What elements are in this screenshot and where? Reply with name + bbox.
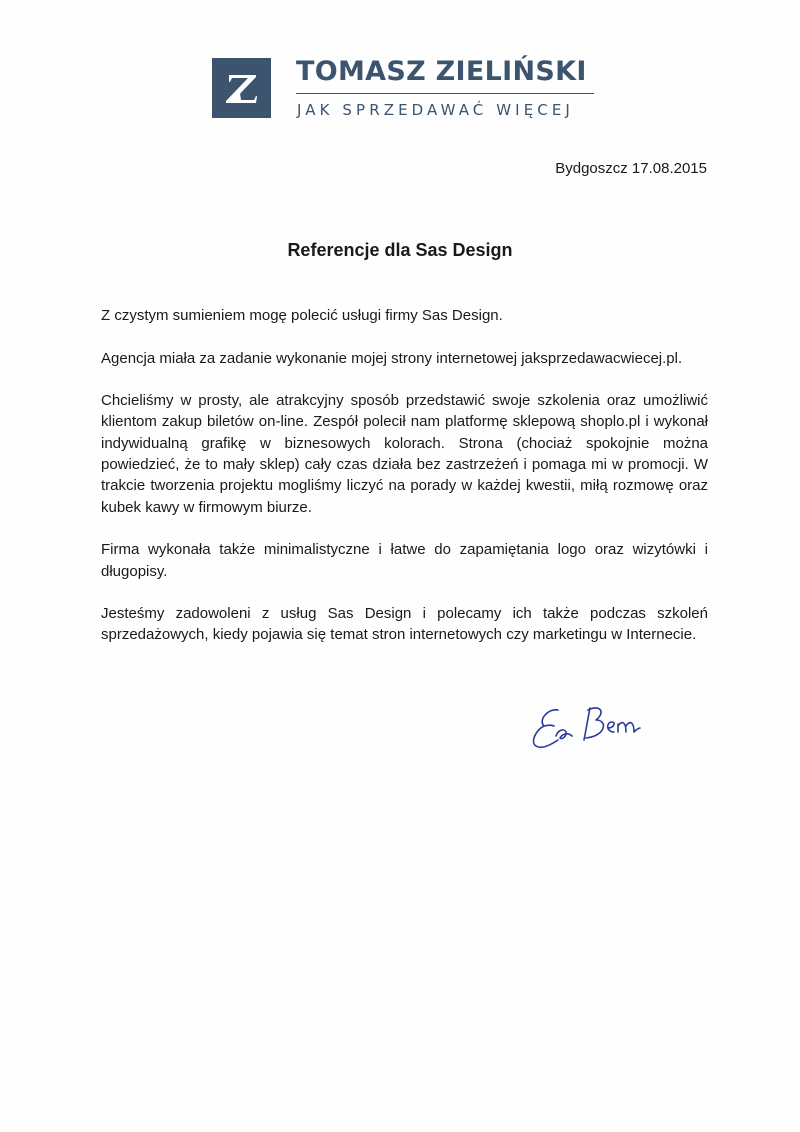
place-and-date: Bydgoszcz 17.08.2015 [555, 160, 707, 177]
paragraph: Agencja miała za zadanie wykonanie mojej strony internetowej jaksprzedawacwiecej.pl. [101, 349, 683, 367]
document-title: Referencje dla Sas Design [287, 240, 513, 260]
paragraph: Chcieliśmy w prosty, ale atrakcyjny sposób przedstawić swoje szkolenia oraz umożliwić klientom zakup biletów on-line. Zespół polecił nam platformę sklepową shoplo.pl i wykonał indywidualną grafikę w biznesowych kolorach. Strona (chociaż spokojnie można powiedzieć, że to mały sklep) cały czas działa bez zastrzeżeń i pomaga mi w promocji. W trakcie tworzenia projektu mogliśmy liczyć na porady w każdej kwestii, miłą rozmowę oraz kubek kawy w firmowym biurze. [101, 392, 708, 516]
letterhead [212, 58, 602, 123]
brand-tagline: JAK SPRZEDAWAĆ WIĘCEJ [297, 101, 574, 119]
handwritten-signature [530, 698, 670, 758]
brand-divider [296, 93, 594, 94]
paragraph: Z czystym sumieniem mogę polecić usługi firmy Sas Design. [101, 307, 503, 324]
brand-name: TOMASZ ZIELIŃSKI [296, 56, 587, 87]
z-logo-icon [212, 58, 271, 118]
letter-body [101, 305, 708, 667]
paragraph: Jesteśmy zadowoleni z usług Sas Design i polecamy ich także podczas szkoleń sprzedażowych, kiedy pojawia się temat stron internetowych czy marketingu w Internecie. [101, 605, 708, 644]
signature-icon [530, 698, 670, 758]
logo-mark [212, 58, 271, 118]
paragraph: Firma wykonała także minimalistyczne i łatwe do zapamiętania logo oraz wizytówki i długopisy. [101, 541, 708, 580]
